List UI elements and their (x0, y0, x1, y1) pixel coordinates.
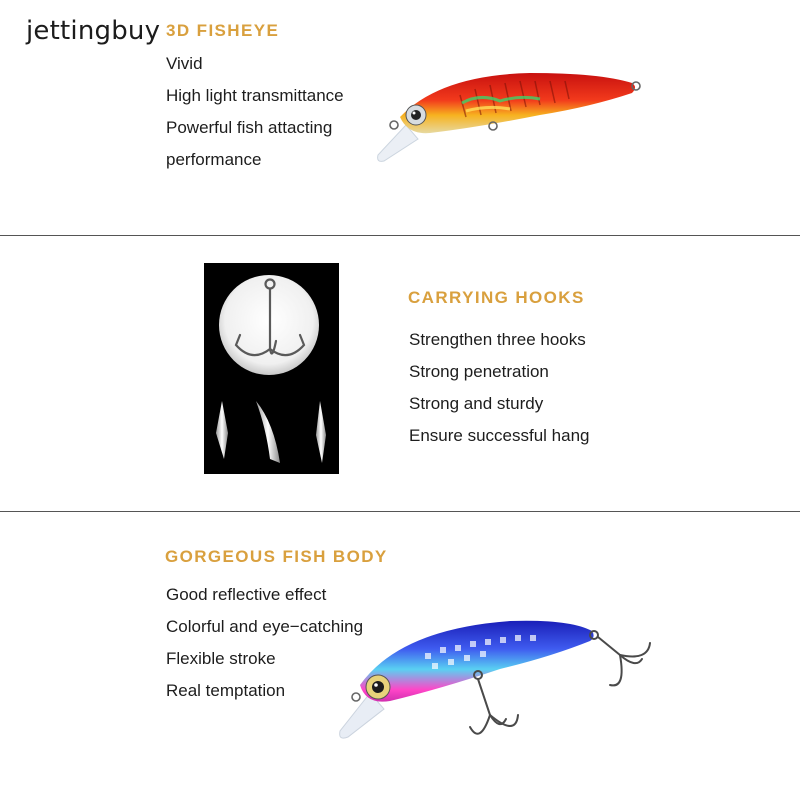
feature-item: Real temptation (166, 681, 286, 700)
feature-item: Flexible stroke (166, 649, 276, 668)
section-title-body: GORGEOUS FISH BODY (165, 547, 388, 566)
feature-item: High light transmittance (166, 86, 344, 105)
section-divider (0, 511, 800, 512)
feature-item: performance (166, 150, 262, 169)
red-lure-image (370, 55, 650, 180)
section-title-fisheye: 3D FISHEYE (166, 21, 280, 40)
feature-item: Strengthen three hooks (409, 330, 586, 349)
blue-lure-image (330, 605, 670, 755)
feature-item: Colorful and eye−catching (166, 617, 364, 636)
feature-item: Powerful fish attacting (166, 118, 333, 137)
feature-list-fisheye (166, 48, 344, 176)
section-divider (0, 235, 800, 236)
hook-detail-image (204, 263, 339, 474)
feature-item: Vivid (166, 54, 203, 73)
feature-item: Ensure successful hang (409, 426, 590, 445)
watermark-text: jettingbuy (26, 16, 161, 46)
feature-list-hooks (409, 324, 590, 452)
feature-item: Strong penetration (409, 362, 549, 381)
feature-item: Good reflective effect (166, 585, 327, 604)
section-title-hooks: CARRYING HOOKS (408, 288, 585, 307)
feature-item: Strong and sturdy (409, 394, 544, 413)
